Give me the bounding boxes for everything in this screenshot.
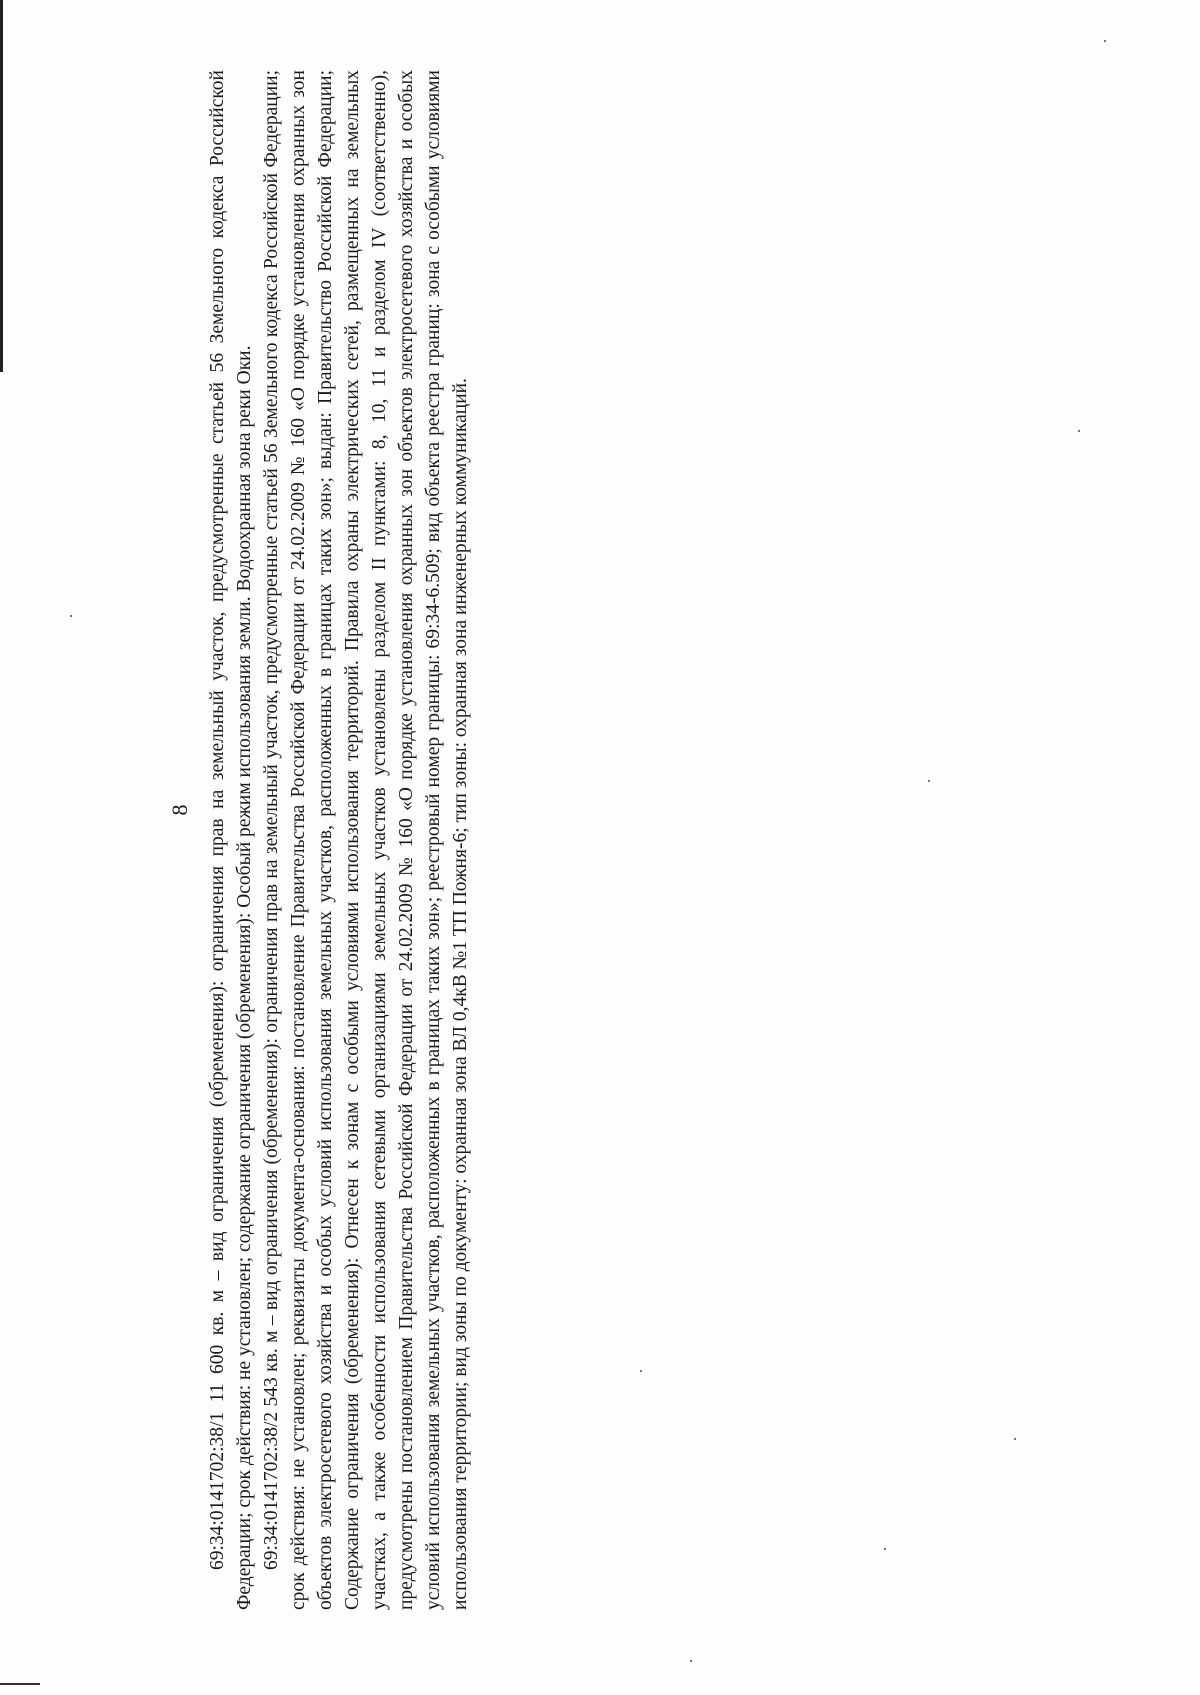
- scan-speck: [70, 615, 72, 617]
- rotated-text-block: [166, 70, 474, 1610]
- scan-speck: [1014, 1438, 1016, 1440]
- scan-speck: [1104, 40, 1106, 42]
- scan-speck: [690, 1660, 692, 1662]
- scan-speck: [640, 1370, 642, 1372]
- scan-speck: [928, 780, 930, 782]
- scan-edge-line: [0, 1683, 40, 1685]
- paragraph-restriction-1: 69:34:0141702:38/1 11 600 кв. м – вид ограничения (обременения): ограничения прав на земельный участок, предусмотренные статьей 56 Земельного кодекса Российской Федерации; срок действия: не установлен; содержание ограничения (обременения): Особый режим использования земли. Водоохранная зона реки Оки.: [207, 70, 255, 1610]
- paragraph-restriction-2: 69:34:0141702:38/2 543 кв. м – вид ограничения (обременения): ограничения прав на земельный участок, предусмотренные статьей 56 Земельного кодекса Российской Федерации; срок действия: не установлен; реквизиты документа-основания: постановление Правительства Российской Федерации от 24.02.2009 № 160 «О порядке установления охранных зон объектов электросетевого хозяйства и особых условий использования земельных участков, расположенных в границах таких зон»; выдан: Правительство Российской Федерации; Содержание ограничения (обременения): Отнесен к зонам с особыми условиями использования территорий. Правила охраны электрических сетей, размещенных на земельных участках, а также особенности использования сетевыми организациями земельных участков установлены разделом II пунктами: 8, 10, 11 и разделом IV (соответственно), предусмотрены постановлением Правительства Российской Федерации от 24.02.2009 № 160 «О порядке установления охранных зон объектов электросетевого хозяйства и особых условий использования земельных участков, расположенных в границах таких зон»; реестровый номер границы: 69:34-6.509; вид объекта реестра границ: зона с особыми условиями использования территории; вид зоны по документу: охранная зона ВЛ 0,4кВ №1 ТП Пожня-6; тип зоны: охранная зона инженерных коммуникаций.: [261, 70, 471, 1610]
- scan-edge-line: [0, 0, 3, 372]
- scan-speck: [884, 1548, 886, 1550]
- page-number: 8: [167, 804, 192, 816]
- scan-speck: [1078, 430, 1080, 432]
